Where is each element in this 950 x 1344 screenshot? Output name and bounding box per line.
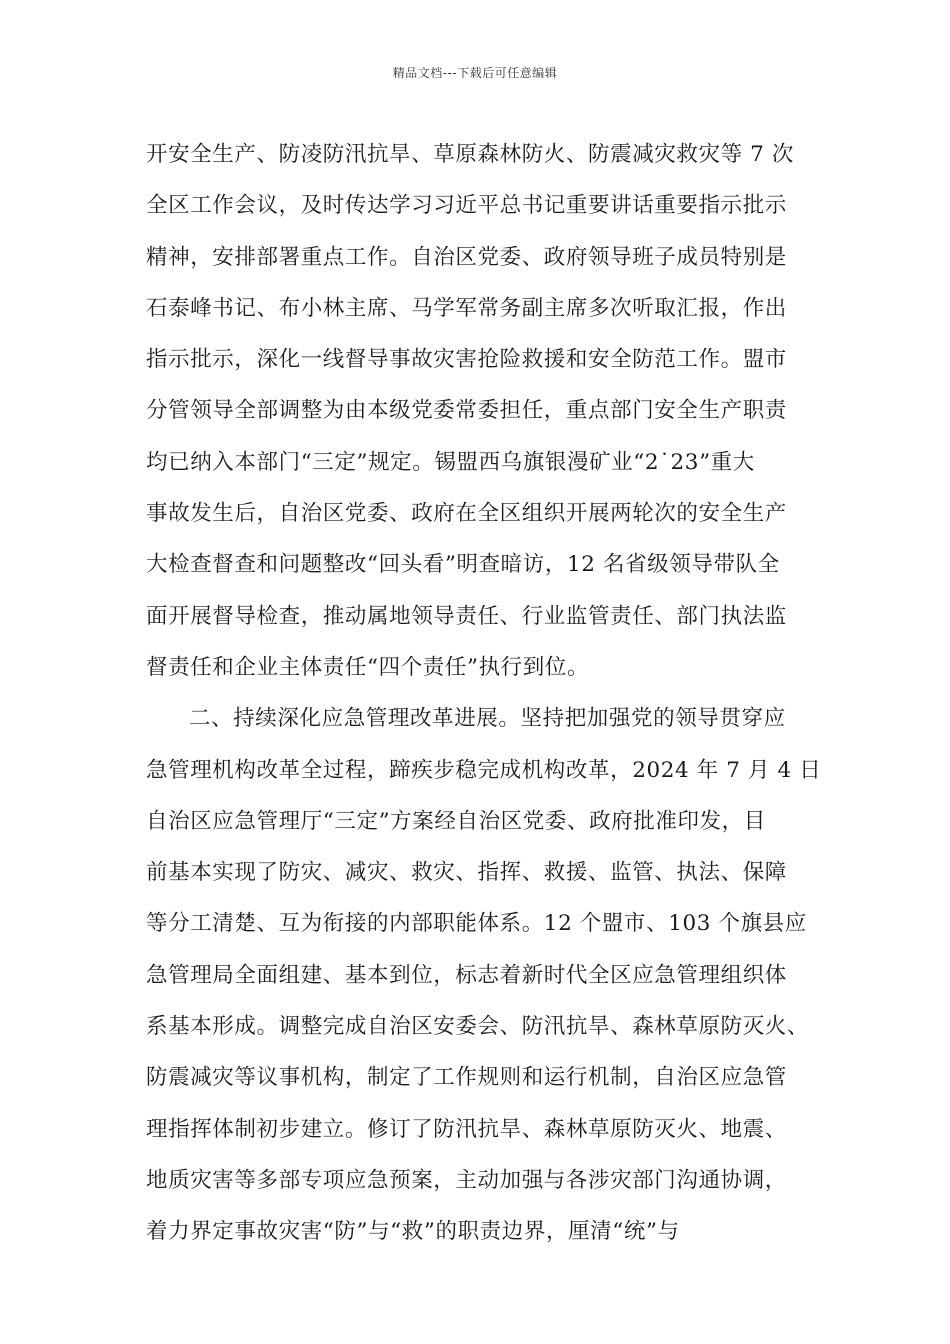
text-line-20: 理指挥体制初步建立。修订了防汛抗旱、森林草原防灭火、地震、	[146, 1116, 787, 1142]
text-line-19: 防震减灾等议事机构，制定了工作规则和运行机制，自治区应急管	[146, 1065, 787, 1091]
text-line-10: 面开展督导检查，推动属地领导责任、行业监管责任、部门执法监	[146, 603, 787, 629]
text-line-16: 等分工清楚、互为衔接的内部职能体系。12 个盟市、103 个旗县应	[146, 911, 807, 937]
text-line-8: 事故发生后，自治区党委、政府在全区组织开展两轮次的安全生产	[146, 501, 787, 527]
document-body	[146, 129, 822, 1258]
text-line-22: 着力界定事故灾害“防”与“救”的职责边界，厘清“统”与	[146, 1219, 680, 1245]
text-line-3: 精神，安排部署重点工作。自治区党委、政府领导班子成员特别是	[146, 244, 787, 270]
text-line-14: 自治区应急管理厅“三定”方案经自治区党委、政府批准印发，目	[146, 808, 766, 834]
page-header: 精品文档---下载后可任意编辑	[392, 66, 558, 80]
text-line-4: 石泰峰书记、布小林主席、马学军常务副主席多次听取汇报，作出	[146, 295, 787, 321]
text-line-18: 系基本形成。调整完成自治区安委会、防汛抗旱、森林草原防灭火、	[146, 1014, 810, 1040]
section-heading-line: 二、持续深化应急管理改革进展。坚持把加强党的领导贯穿应	[189, 706, 786, 732]
text-line-17: 急管理局全面组建、基本到位，标志着新时代全区应急管理组织体	[146, 962, 787, 988]
text-line-9: 大检查督查和问题整改“回头看”明查暗访，12 名省级领导带队全	[146, 552, 780, 578]
text-line-13: 急管理机构改革全过程，蹄疾步稳完成机构改革，2024 年 7 月 4 日	[146, 757, 822, 783]
text-line-1: 开安全生产、防凌防汛抗旱、草原森林防火、防震减灾救灾等 7 次	[146, 142, 794, 167]
text-line-21: 地质灾害等多部专项应急预案，主动加强与各涉灾部门沟通协调，	[146, 1167, 787, 1193]
text-line-2: 全区工作会议，及时传达学习习近平总书记重要讲话重要指示批示	[146, 193, 787, 219]
text-line-5: 指示批示，深化一线督导事故灾害抢险救援和安全防范工作。盟市	[146, 347, 787, 373]
text-line-11: 督责任和企业主体责任“四个责任”执行到位。	[146, 654, 590, 680]
text-line-15: 前基本实现了防灾、减灾、救灾、指挥、救援、监管、执法、保障	[146, 860, 787, 886]
text-line-7: 均已纳入本部门“三定”规定。锡盟西乌旗银漫矿业“2˙23”重大	[146, 449, 755, 475]
text-line-6: 分管领导全部调整为由本级党委常委担任，重点部门安全生产职责	[146, 398, 787, 424]
